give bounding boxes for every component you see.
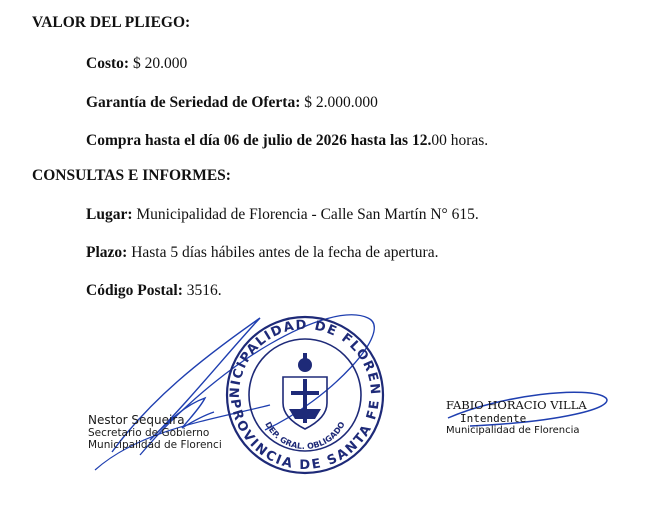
item-value: 00 horas. [431,132,489,149]
signer-right-title: Intendente [460,412,527,425]
item-value: 3516. [182,282,222,299]
item-value: Hasta 5 días hábiles antes de la fecha de apertura. [127,244,439,261]
heading-consultas: CONSULTAS E INFORMES: [32,167,231,184]
stamp-bottom-text: PROVINCIA DE SANTA FE [226,398,384,474]
signer-left-org: Municipalidad de Florenci [88,439,222,451]
item-label: Lugar: [86,206,133,223]
stamp-inner-text: DEP. GRAL. OBLIGADO [263,420,347,452]
item-label: Garantía de Seriedad de Oferta: [86,94,301,111]
signer-right-org: Municipalidad de Florencia [446,425,580,436]
signature-block-right [446,399,646,437]
coat-of-arms-icon [283,353,327,429]
signature-block-left [88,414,248,451]
municipal-stamp [227,317,383,473]
signer-right-name: FABIO HORACIO VILLA [446,398,587,412]
stamp-top-text: NICIPALIDAD DE FLOREN [227,317,383,399]
item-value: Municipalidad de Florencia - Calle San Martín N° 615. [132,206,479,223]
signer-left-role: Secretario de Gobierno [88,427,210,439]
heading-valor-pliego: VALOR DEL PLIEGO: [32,14,191,31]
item-label: Código Postal: [86,282,183,299]
item-label: Compra hasta el día 06 de julio de 2026 hasta las 12. [86,132,432,149]
item-label: Plazo: [86,244,128,261]
item-label: Costo: [86,55,130,72]
item-value: $ 20.000 [129,55,188,72]
item-value: $ 2.000.000 [300,94,378,111]
signer-left-name: Nestor Sequeira [88,413,185,427]
